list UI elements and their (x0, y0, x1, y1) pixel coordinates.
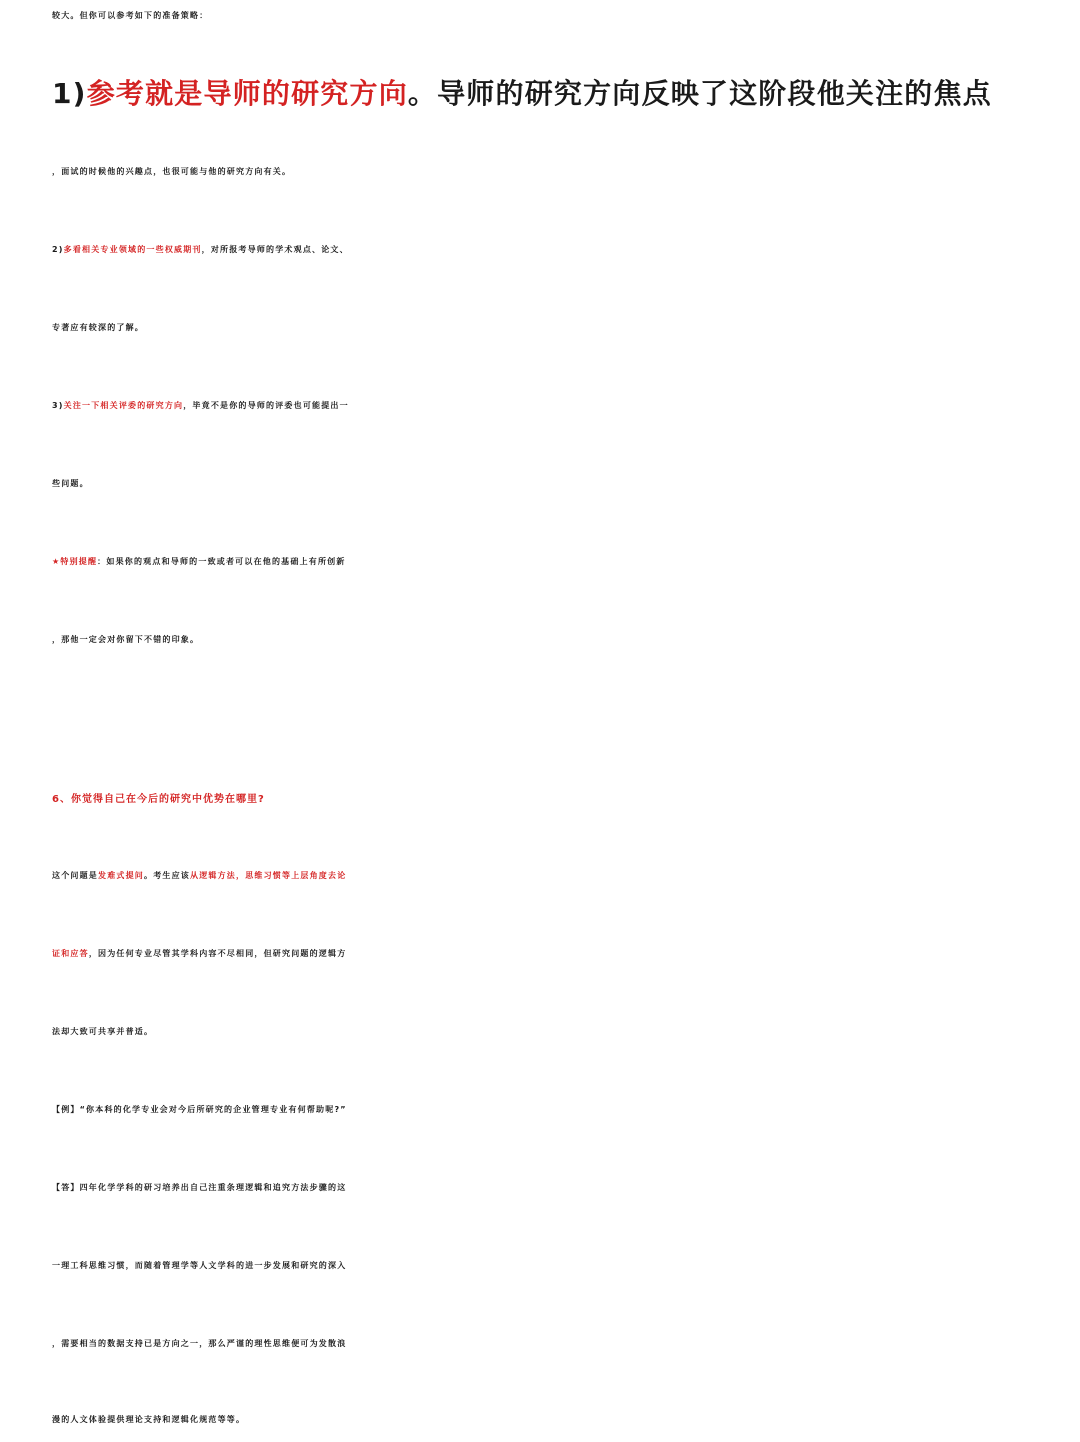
reminder-text: ：如果你的观点和导师的一致或者可以在他的基础上有所创新 (97, 557, 346, 566)
text-line-example-answer-3 (52, 1322, 1042, 1366)
strategy-2-highlight: 多看相关专业领域的一些权威期刊 (63, 245, 202, 254)
text-line-answer-end (52, 1010, 1042, 1054)
section-heading (52, 778, 1042, 822)
text-line-strategy-1 (52, 72, 1028, 116)
example-question: 【例】“你本科的化学专业会对今后所研究的企业管理专业有何帮助呢?” (52, 1105, 347, 1114)
answer-highlight-2: 从逻辑方法，思维习惯等上层角度去论 (190, 871, 347, 880)
strategy-3-number: 3) (52, 401, 64, 410)
answer-intro-b: 。考生应该 (144, 871, 190, 880)
text-line-example-answer-4 (52, 1398, 1042, 1442)
answer-end: 法却大致可共享并普适。 (52, 1027, 154, 1036)
question-6-title: 6、你觉得自己在今后的研究中优势在哪里? (52, 794, 265, 805)
strategy-2-continuation: 专著应有较深的了解。 (52, 323, 144, 332)
strategy-2-number: 2) (52, 245, 64, 254)
text-line-example-answer-2 (52, 1244, 1042, 1288)
text-line-strategy-1-cont (52, 150, 1042, 194)
strategy-3-text: ，毕竟不是你的导师的评委也可能提出一 (183, 401, 349, 410)
strategy-1-text: 。导师的研究方向反映了这阶段他关注的焦点 (407, 77, 992, 110)
strategy-3-highlight: 关注一下相关评委的研究方向 (63, 401, 184, 410)
text-line-strategy-2 (52, 228, 1042, 272)
text-line-intro (52, 0, 1042, 38)
text-line-example-answer-1 (52, 1166, 1042, 1210)
answer-text: ，因为任何专业尽管其学科内容不尽相同，但研究问题的逻辑方 (88, 949, 347, 958)
example-answer-4: 漫的人文体验提供理论支持和逻辑化规范等等。 (52, 1415, 246, 1424)
example-answer-3: ，需要相当的数据支持已是方向之一，那么严谨的理性思维便可为发散浪 (52, 1339, 347, 1348)
reminder-continuation: ，那他一定会对你留下不错的印象。 (52, 635, 200, 644)
example-answer-2: 一理工科思维习惯，而随着管理学等人文学科的进一步发展和研究的深入 (52, 1261, 347, 1270)
answer-highlight-3: 证和应答 (52, 949, 89, 958)
text-line-reminder-cont (52, 618, 1042, 662)
example-answer-1: 【答】四年化学学科的研习培养出自己注重条理逻辑和追究方法步骤的这 (52, 1183, 347, 1192)
strategy-1-highlight: 参考就是导师的研究方向 (86, 77, 408, 110)
text-line-answer-cont (52, 932, 1042, 976)
text-line-example (52, 1088, 1042, 1132)
answer-highlight-1: 发难式提问 (98, 871, 144, 880)
intro-text: 较大。但你可以参考如下的准备策略： (52, 11, 209, 20)
text-line-strategy-2-cont (52, 306, 1042, 350)
reminder-label: ★特别提醒 (52, 557, 98, 566)
answer-intro-a: 这个问题是 (52, 871, 98, 880)
strategy-1-number: 1) (52, 77, 87, 110)
strategy-3-continuation: 些问题。 (52, 479, 89, 488)
text-line-strategy-3 (52, 384, 1042, 428)
strategy-1-continuation: ，面试的时候他的兴趣点，也很可能与他的研究方向有关。 (52, 167, 292, 176)
strategy-1-wrap (52, 72, 992, 116)
text-line-reminder (52, 540, 1042, 584)
text-line-strategy-3-cont (52, 462, 1042, 506)
text-line-answer-intro (52, 854, 1042, 898)
strategy-2-text: ，对所报考导师的学术观点、论文、 (201, 245, 349, 254)
